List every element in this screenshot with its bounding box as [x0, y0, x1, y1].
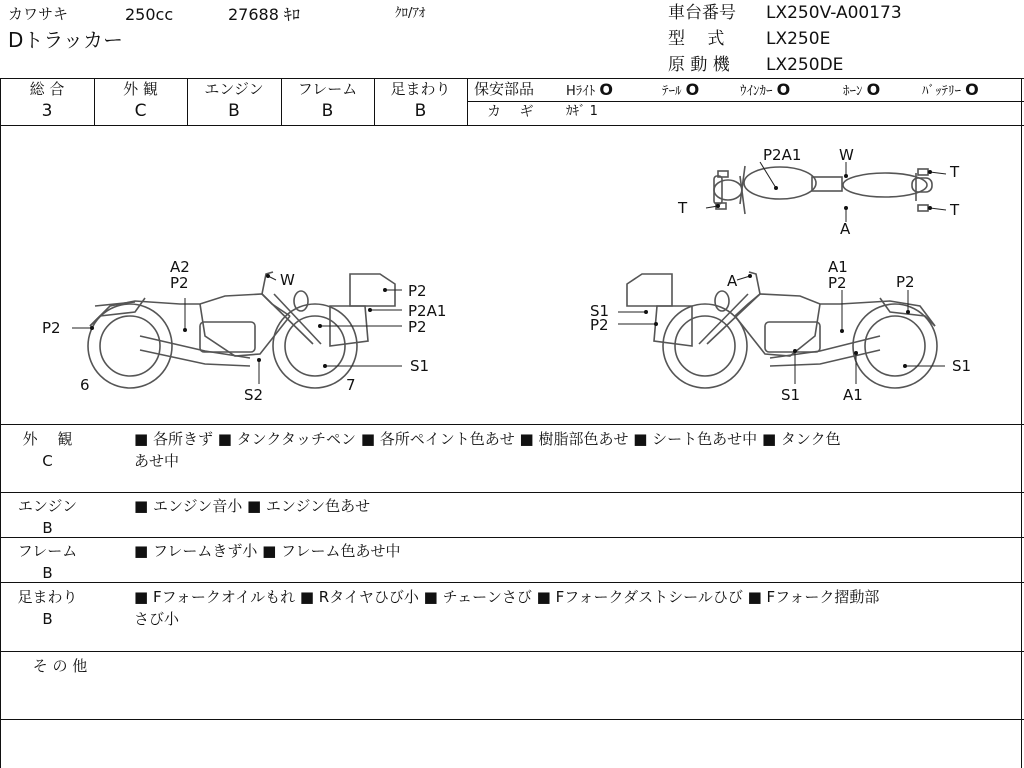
label-left-p2: P2 — [170, 274, 189, 292]
label-top-a: A — [840, 220, 851, 238]
bike-top-view — [714, 166, 932, 214]
detail-engine-notes: ■ エンジン音小 ■ エンジン色あせ — [134, 497, 371, 515]
detail-frame-label: フレーム B — [17, 542, 78, 582]
winker-mark: O — [776, 80, 791, 99]
grade-value-engine: B — [228, 101, 240, 121]
grade-value-frame: B — [321, 101, 334, 121]
battery-mark: O — [965, 80, 979, 99]
damage-diagram — [0, 126, 1022, 424]
safety-parts-label: 保安部品 — [474, 80, 535, 98]
headlight-mark: O — [599, 80, 614, 99]
key-label: カ ギ — [487, 104, 534, 120]
safety-battery: ﾊﾞｯﾃﾘｰ O — [922, 80, 979, 99]
bike-left-view — [88, 272, 395, 388]
grade-label-overall: 総 合 — [29, 80, 65, 98]
key-value: ｶｷﾞ 1 — [566, 104, 598, 119]
label-left-p2a1: P2A1 — [408, 302, 447, 320]
label-right-p2-tail: P2 — [896, 273, 915, 291]
safety-horn: ﾎｰﾝ O — [843, 80, 881, 99]
engine-model-value: LX250DE — [766, 55, 844, 75]
detail-engine-label: エンジン B — [17, 497, 78, 537]
label-right-a1-bottom: A1 — [843, 386, 863, 404]
label-left-7: 7 — [346, 376, 356, 394]
displacement: 250cc — [125, 5, 174, 24]
detail-exterior-notes: ■ 各所きず ■ タンクタッチペン ■ 各所ペイント色あせ ■ 樹脂部色あせ ■ シート色あせ中 ■ タンク色 あせ中 — [134, 430, 841, 470]
label-right-a1: A1 — [828, 258, 848, 276]
detail-other-label: そ の 他 — [32, 657, 88, 675]
label-left-a2: A2 — [170, 258, 190, 276]
maker: カワサキ — [8, 5, 69, 23]
engine-model-label: 原 動 機 — [668, 55, 730, 75]
grade-label-engine: エンジン — [204, 80, 264, 98]
label-left-6: 6 — [80, 376, 90, 394]
detail-frame-notes: ■ フレームきず小 ■ フレーム色あせ中 — [134, 542, 401, 560]
grade-value-suspension: B — [414, 101, 427, 121]
frame-number-value: LX250V-A00173 — [766, 3, 902, 23]
safety-winker: ｳｲﾝｶｰ O — [740, 80, 791, 99]
label-left-s1: S1 — [410, 357, 430, 375]
grade-label-exterior: 外 観 — [123, 80, 158, 98]
label-right-a: A — [727, 272, 738, 290]
grade-value-exterior: C — [134, 101, 147, 121]
tail-mark: O — [685, 80, 700, 99]
label-right-p2-tank: P2 — [828, 274, 847, 292]
grade-label-suspension: 足まわり — [390, 80, 451, 98]
grade-value-overall: 3 — [41, 101, 53, 121]
label-left-p2-fork: P2 — [408, 318, 427, 336]
label-right-s1: S1 — [952, 357, 972, 375]
safety-headlight: Hﾗｲﾄ O — [566, 80, 614, 99]
bike-right-view — [627, 272, 937, 388]
label-left-p2-case: P2 — [408, 282, 427, 300]
label-right-s1-case: S1 — [590, 302, 610, 320]
frame-number-label: 車台番号 — [668, 3, 736, 23]
mileage: 27688 ｷﾛ — [228, 5, 300, 24]
label-left-p2-rear: P2 — [42, 319, 61, 337]
label-top-t1: T — [950, 163, 960, 181]
horn-mark: O — [866, 80, 881, 99]
body-color: ｸﾛ/ｱｵ — [395, 6, 426, 21]
label-top-t2: T — [678, 199, 688, 217]
model-name: Dトラッカー — [8, 28, 124, 52]
type-value: LX250E — [766, 29, 831, 49]
label-left-w: W — [280, 271, 295, 289]
label-top-t3: T — [950, 201, 960, 219]
detail-exterior-label: 外 観 C — [22, 430, 73, 470]
label-right-p2-case: P2 — [590, 316, 609, 334]
detail-suspension-label: 足まわり B — [17, 588, 78, 628]
label-left-s2: S2 — [244, 386, 264, 404]
label-right-s1-bottom: S1 — [781, 386, 801, 404]
detail-suspension-notes: ■ Fフォークオイルもれ ■ Rタイヤひび小 ■ チェーンさび ■ Fフォークダストシールひび ■ Fフォーク摺動部 さび小 — [134, 588, 880, 628]
label-top-p2a1: P2A1 — [763, 146, 802, 164]
type-label: 型 式 — [668, 29, 725, 49]
grade-label-frame: フレーム — [297, 80, 358, 98]
safety-tail: ﾃｰﾙ O — [662, 80, 700, 99]
label-top-w: W — [839, 146, 854, 164]
